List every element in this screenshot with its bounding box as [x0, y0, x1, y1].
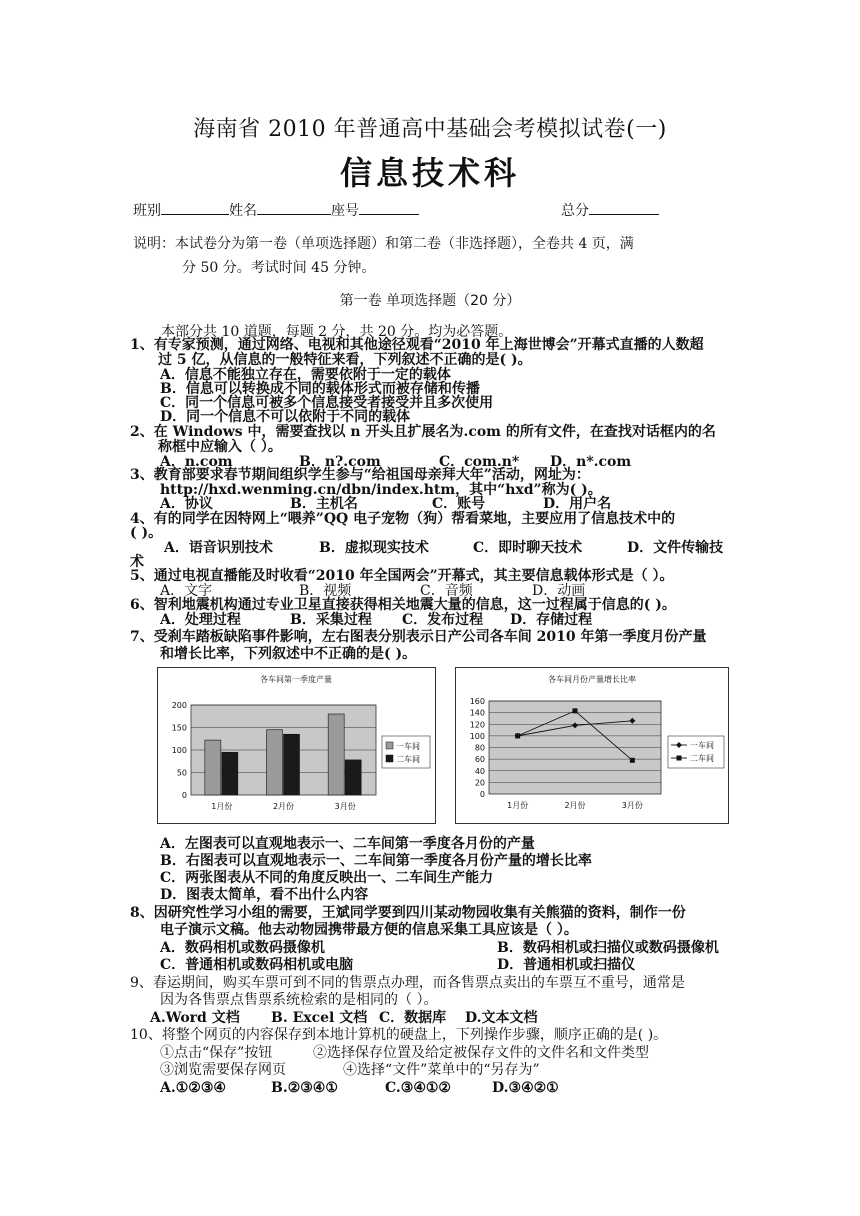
bar	[267, 730, 283, 795]
legend-label: 一车间	[396, 742, 420, 751]
name-blank[interactable]	[257, 200, 331, 215]
x-tick-label: 1月份	[211, 802, 233, 811]
seat-label: 座号	[331, 203, 359, 219]
legend-swatch	[386, 742, 393, 749]
option-d[interactable]: D.文本文档	[465, 1010, 538, 1026]
option-b[interactable]: B．右图表可以直观地表示一、二车间第一季度各月份产量的增长比率	[160, 853, 592, 869]
bar	[222, 752, 238, 795]
y-tick-label: 150	[171, 723, 187, 733]
question-4-cont: ( )。	[130, 525, 163, 541]
option-c[interactable]: C．普通相机或数码相机或电脑	[160, 957, 354, 973]
instructions	[133, 232, 733, 280]
question-2-cont: 称框中应输入（ ）。	[158, 439, 282, 455]
bar	[328, 714, 344, 795]
class-label: 班别	[133, 203, 161, 219]
option-d[interactable]: D．普通相机或扫描仪	[497, 957, 636, 973]
exam-title: 信息技术科	[339, 154, 520, 192]
option-d-cont: 术	[130, 554, 144, 570]
option-b[interactable]: B．虚拟现实技术	[319, 540, 429, 556]
option-b[interactable]: B．视频	[299, 583, 352, 599]
question-4: 4、有的同学在因特网上“喂养”QQ 电子宠物（狗）帮看菜地，主要应用了信息技术中的	[130, 511, 676, 527]
option-d[interactable]: D．图表太简单，看不出什么内容	[160, 887, 369, 903]
option-d[interactable]: D．动画	[532, 583, 586, 599]
option-a[interactable]: A．信息不能独立存在，需要依附于一定的载体	[160, 367, 451, 383]
chart-title: 各车间月份产量增长比率	[548, 675, 636, 684]
option-c[interactable]: C．两张图表从不同的角度反映出一、二车间生产能力	[160, 870, 494, 886]
bar	[205, 740, 221, 795]
question-10: 10、将整个网页的内容保存到本地计算机的硬盘上，下列操作步骤，顺序正确的是( )。	[130, 1027, 668, 1043]
option-c[interactable]: C．即时聊天技术	[473, 540, 583, 556]
option-c[interactable]: C．数据库	[379, 1010, 447, 1026]
line-chart-panel	[455, 667, 729, 824]
exam-subtitle: 海南省 2010 年普通高中基础会考模拟试卷(一)	[193, 117, 667, 142]
name-label: 姓名	[229, 203, 257, 219]
option-b[interactable]: B．n?.com	[299, 454, 381, 470]
bar	[284, 734, 300, 795]
y-tick-label: 50	[176, 768, 187, 778]
question-9-cont: 因为各售票点售票系统检索的是相同的（ ）。	[160, 992, 438, 1008]
y-tick-label: 80	[474, 743, 485, 753]
bar-chart	[158, 668, 435, 823]
bar	[345, 760, 361, 795]
total-label: 总分	[561, 203, 589, 219]
question-5: 5、通过电视直播能及时收看“2010 年全国两会”开幕式，其主要信息载体形式是（ ）。	[130, 568, 674, 584]
option-c[interactable]: C．音频	[420, 583, 473, 599]
total-blank[interactable]	[589, 200, 659, 215]
y-tick-label: 120	[469, 720, 485, 730]
option-b[interactable]: B．数码相机或扫描仪或数码摄像机	[497, 940, 719, 956]
question-8: 8、因研究性学习小组的需要，王斌同学要到四川某动物园收集有关熊猫的资料，制作一份	[130, 905, 686, 921]
option-d[interactable]: D．存储过程	[510, 612, 593, 628]
option-d[interactable]: D．同一个信息不可以依附于不同的载体	[160, 409, 411, 425]
data-point	[630, 758, 635, 763]
option-c[interactable]: C．账号	[432, 496, 486, 512]
data-point	[573, 708, 578, 713]
y-tick-label: 20	[474, 778, 485, 788]
option-a[interactable]: A．文字	[160, 583, 213, 599]
instructions-line: 说明：本试卷分为第一卷（单项选择题）和第二卷（非选择题），全卷共 4 页，满	[133, 236, 634, 252]
option-a[interactable]: A．数码相机或数码摄像机	[160, 940, 325, 956]
x-tick-label: 2月份	[564, 801, 586, 810]
option-c[interactable]: C．发布过程	[402, 612, 484, 628]
option-a[interactable]: A.①②③④	[160, 1080, 226, 1096]
option-a[interactable]: A．左图表可以直观地表示一、二车间第一季度各月份的产量	[160, 836, 535, 852]
option-a[interactable]: A．协议	[160, 496, 213, 512]
question-2: 2、在 Windows 中，需要查找以 n 开头且扩展名为.com 的所有文件，在查找对话框内的名	[130, 424, 716, 440]
x-tick-label: 3月份	[621, 801, 643, 810]
question-8-cont: 电子演示文稿。他去动物园携带最方便的信息采集工具应该是（ ）。	[160, 922, 578, 938]
y-tick-label: 100	[469, 731, 485, 741]
question-6: 6、智利地震机构通过专业卫星直接获得相关地震大量的信息，这一过程属于信息的( )。	[130, 597, 676, 613]
option-c[interactable]: C．com.n*	[439, 454, 520, 470]
option-d[interactable]: D．n*.com	[550, 454, 632, 470]
data-point	[515, 733, 520, 738]
bar-chart-panel	[157, 667, 436, 824]
legend-label: 二车间	[396, 755, 420, 764]
x-tick-label: 1月份	[507, 801, 529, 810]
option-c[interactable]: C．同一个信息可被多个信息接受者接受并且多次使用	[160, 395, 494, 411]
y-tick-label: 60	[474, 755, 485, 765]
question-3-cont: http://hxd.wenming.cn/dbn/index.htm，其中“hxd”称为( )。	[160, 482, 602, 498]
y-tick-label: 0	[479, 790, 485, 799]
section-intro: 本部分共 10 道题，每题 2 分，共 20 分。均为必答题。	[161, 324, 513, 340]
option-a[interactable]: A．语音识别技术	[164, 540, 273, 556]
option-d[interactable]: D．文件传输技	[627, 540, 724, 556]
step-3: ③浏览需要保存网页	[160, 1062, 286, 1078]
legend-label: 二车间	[690, 754, 714, 763]
instructions-line: 分 50 分。考试时间 45 分钟。	[182, 260, 376, 276]
step-2: ②选择保存位置及给定被保存文件的文件名和文件类型	[313, 1045, 649, 1061]
option-b[interactable]: B．信息可以转换成不同的载体形式而被存储和传播	[160, 381, 480, 397]
option-b[interactable]: B．采集过程	[290, 612, 372, 628]
question-1: 1、有专家预测，通过网络、电视和其他途径观看“2010 年上海世博会”开幕式直播的人数超	[130, 337, 704, 353]
y-tick-label: 0	[181, 791, 187, 800]
y-tick-label: 100	[171, 746, 187, 755]
line-chart	[456, 668, 728, 823]
question-3: 3、教育部要求春节期间组织学生参与“给祖国母亲拜大年”活动，网址为：	[130, 467, 590, 483]
question-7: 7、受刹车踏板缺陷事件影响，左右图表分别表示日产公司各车间 2010 年第一季度月份产量	[130, 629, 707, 645]
option-b[interactable]: B. Excel 文档	[271, 1010, 368, 1026]
option-a[interactable]: A．n.com	[160, 454, 233, 470]
y-tick-label: 140	[469, 708, 485, 718]
y-tick-label: 200	[171, 701, 187, 710]
legend-swatch	[386, 755, 393, 762]
y-tick-label: 160	[469, 697, 485, 706]
x-tick-label: 2月份	[272, 802, 295, 811]
x-tick-label: 3月份	[334, 802, 356, 811]
option-b[interactable]: B．主机名	[290, 496, 358, 512]
option-c[interactable]: C.③④①②	[385, 1080, 451, 1096]
option-b[interactable]: B.②③④①	[271, 1080, 338, 1096]
section-title: 第一卷 单项选择题（20 分）	[339, 293, 521, 309]
question-9: 9、春运期间，购买车票可到不同的售票点办理，而各售票点卖出的车票互不重号，通常是	[130, 975, 685, 991]
option-d[interactable]: D．用户名	[543, 496, 612, 512]
y-tick-label: 40	[474, 766, 485, 776]
option-d[interactable]: D.③④②①	[492, 1080, 559, 1096]
option-a[interactable]: A.Word 文档	[150, 1010, 240, 1026]
question-7-cont: 和增长比率，下列叙述中不正确的是( )。	[160, 646, 417, 662]
question-1-cont: 过 5 亿，从信息的一般特征来看，下列叙述不正确的是( )。	[158, 352, 532, 368]
class-blank[interactable]	[161, 200, 229, 215]
student-info-row	[133, 200, 659, 220]
legend-marker	[677, 756, 682, 761]
seat-blank[interactable]	[359, 200, 419, 215]
chart-title: 各车间第一季度产量	[260, 675, 332, 684]
option-a[interactable]: A．处理过程	[160, 612, 241, 628]
legend-label: 一车间	[690, 741, 714, 750]
step-1: ①点击“保存”按钮	[160, 1045, 273, 1061]
step-4: ④选择“文件”菜单中的“另存为”	[343, 1062, 540, 1078]
